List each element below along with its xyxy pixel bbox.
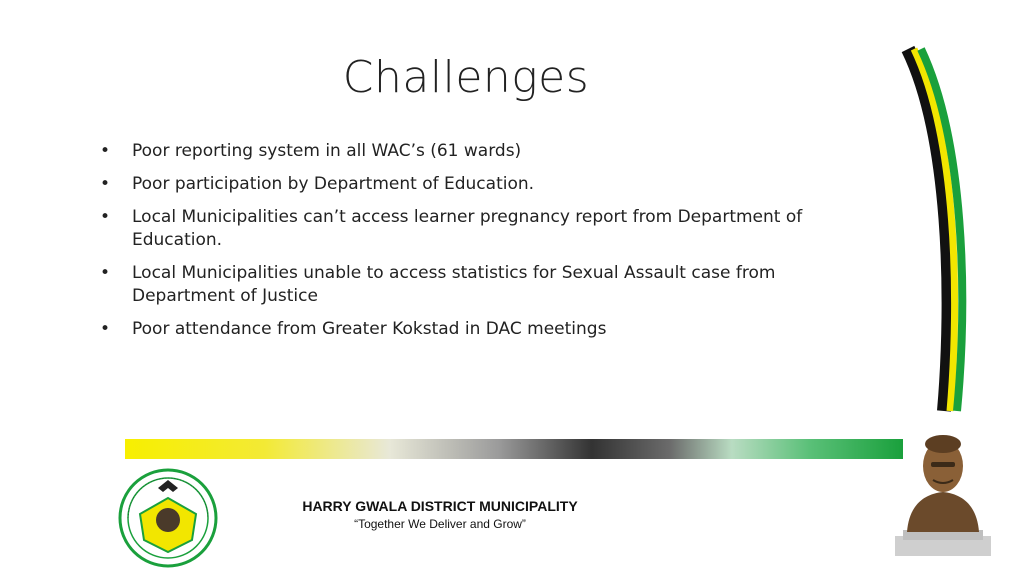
swoosh-decoration [890, 45, 970, 415]
list-item [100, 173, 840, 196]
bullet-text: Poor participation by Department of Education. [132, 174, 535, 194]
bullet-icon: • [100, 141, 111, 161]
slide-title: Challenges [342, 52, 590, 103]
bullet-icon: • [100, 263, 111, 283]
municipality-logo-icon [118, 468, 218, 568]
slogan: “Together We Deliver and Grow” [354, 517, 526, 531]
list-item [100, 140, 840, 163]
bullet-text: Poor attendance from Greater Kokstad in DAC meetings [132, 319, 607, 339]
statue-bust-icon [893, 428, 993, 558]
organization-name: HARRY GWALA DISTRICT MUNICIPALITY [302, 498, 578, 514]
list-item [100, 206, 840, 252]
bullet-text: Local Municipalities unable to access statistics for Sexual Assault case from Department of Justice [132, 263, 776, 306]
bullet-icon: • [100, 319, 111, 339]
bullet-icon: • [100, 207, 111, 227]
bullet-text: Poor reporting system in all WAC’s (61 wards) [132, 141, 522, 161]
challenges-list [100, 140, 840, 351]
brand-stripe [125, 439, 903, 459]
bullet-icon: • [100, 174, 111, 194]
list-item [100, 262, 840, 308]
list-item [100, 318, 840, 341]
footer [250, 498, 630, 531]
bullet-text: Local Municipalities can’t access learner pregnancy report from Department of Education. [132, 207, 803, 250]
